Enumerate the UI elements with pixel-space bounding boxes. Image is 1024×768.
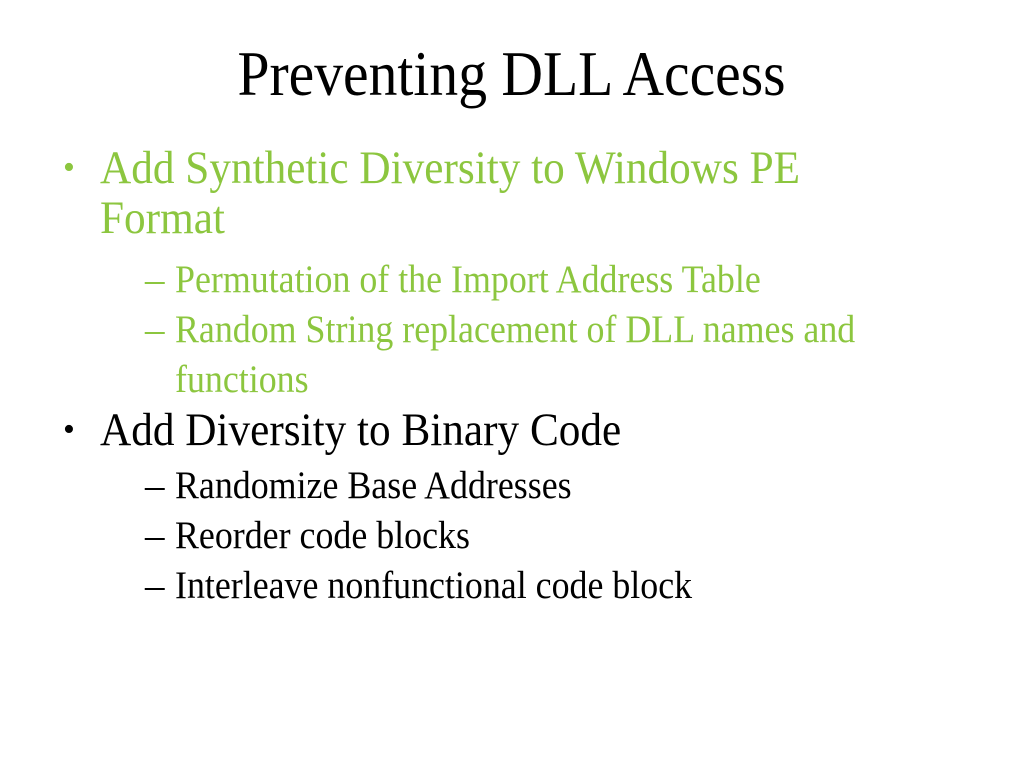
sub-bullet-text-line: Reorder code blocks bbox=[175, 514, 470, 557]
sub-bullet-text-line: Permutation of the Import Address Table bbox=[175, 258, 761, 301]
bullet-icon: • bbox=[63, 411, 75, 448]
sub-bullet-text bbox=[175, 305, 1024, 405]
slide-title-text: Preventing DLL Access bbox=[237, 38, 787, 109]
bullet-text bbox=[100, 143, 1024, 243]
dash-icon: – bbox=[145, 308, 165, 351]
bullet-icon: • bbox=[63, 149, 75, 186]
dash-icon: – bbox=[145, 464, 165, 507]
sub-bullet-text-line: functions bbox=[175, 358, 309, 401]
bullet-text-line: Add Synthetic Diversity to Windows PE bbox=[100, 142, 801, 194]
sub-bullet-item bbox=[0, 511, 1024, 561]
sub-bullet-text-line: Randomize Base Addresses bbox=[175, 464, 572, 507]
bullet-item bbox=[0, 405, 1024, 455]
sub-bullet-item bbox=[0, 561, 1024, 611]
dash-icon: – bbox=[145, 564, 165, 607]
dash-icon: – bbox=[145, 514, 165, 557]
bullet-text-line: Add Diversity to Binary Code bbox=[100, 404, 622, 456]
sub-bullet-text-line: Random String replacement of DLL names and bbox=[175, 308, 856, 351]
sub-bullet-item bbox=[0, 461, 1024, 511]
sub-bullet-text bbox=[175, 461, 1024, 511]
bullet-item bbox=[0, 143, 1024, 243]
sub-bullet-text-line: Interleave nonfunctional code block bbox=[175, 564, 693, 607]
slide-body bbox=[0, 143, 1024, 611]
bullet-text bbox=[100, 405, 1024, 455]
dash-icon: – bbox=[145, 258, 165, 301]
slide-title bbox=[0, 0, 1024, 110]
sub-bullet-text bbox=[175, 255, 1024, 305]
sub-bullet-text bbox=[175, 561, 1024, 611]
bullet-text-line: Format bbox=[100, 192, 225, 244]
sub-bullet-item bbox=[0, 305, 1024, 405]
sub-bullet-item bbox=[0, 255, 1024, 305]
sub-bullet-text bbox=[175, 511, 1024, 561]
